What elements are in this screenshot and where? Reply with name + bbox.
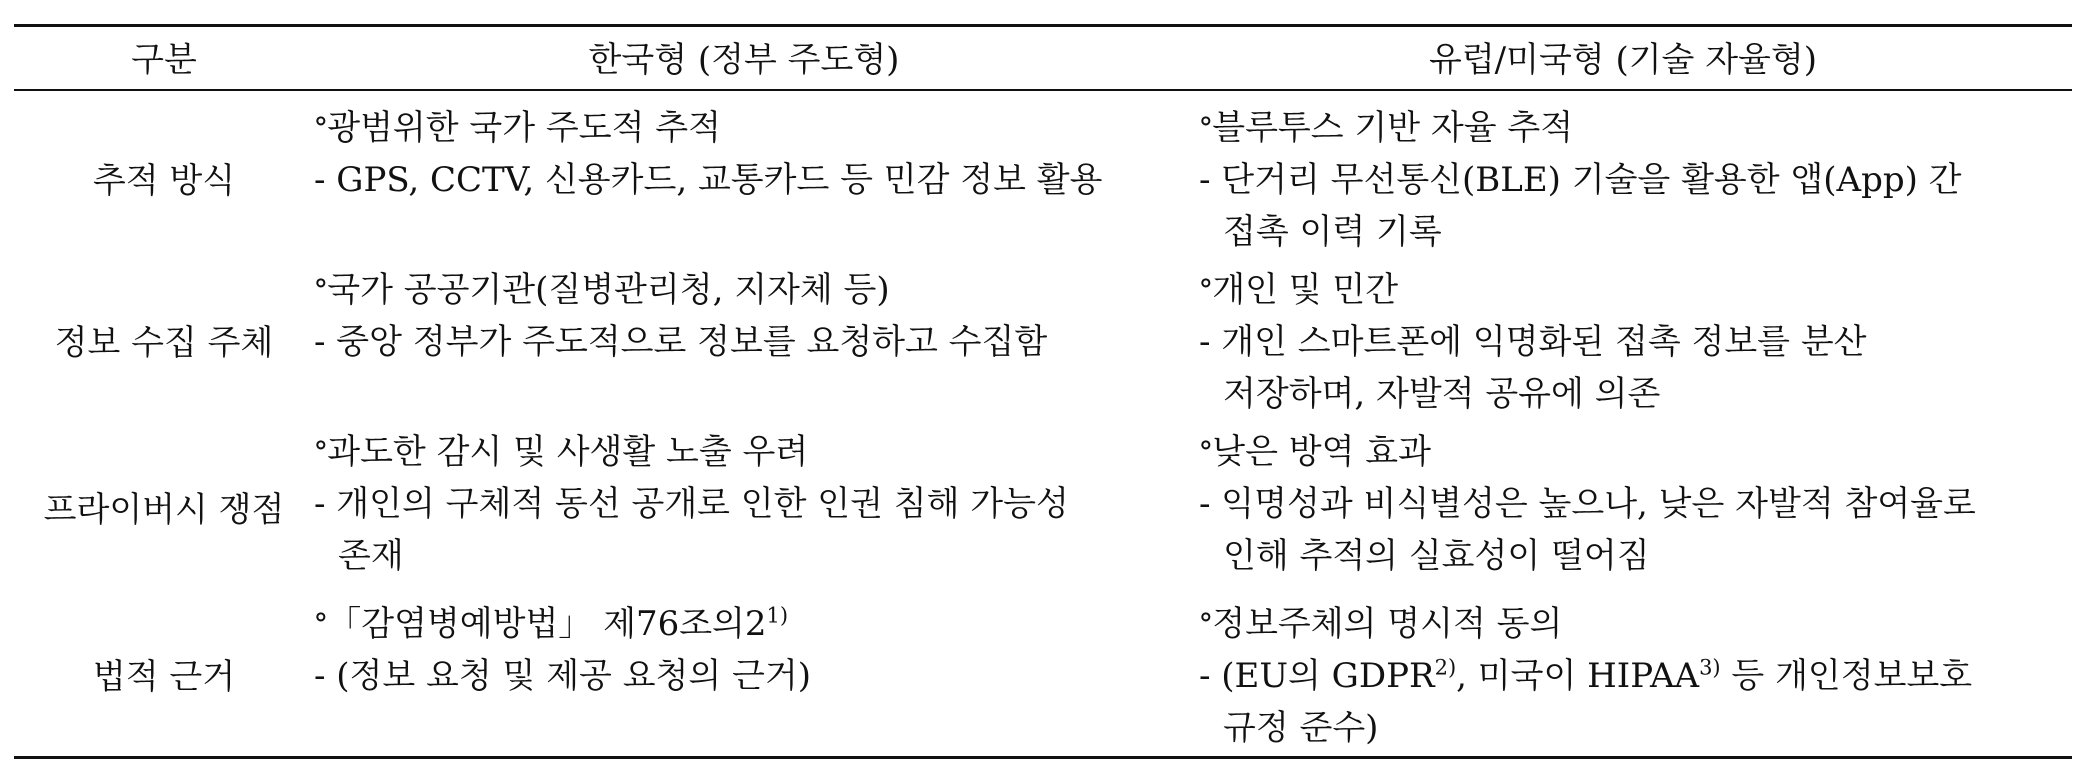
korea-detail: - GPS, CCTV, 신용카드, 교통카드 등 민감 정보 활용 (314, 160, 1103, 200)
table-row-collector (14, 258, 2072, 420)
western-detail-part-c: 등 개인정보보호 (1720, 656, 1973, 696)
western-detail-part-b: , 미국이 HIPAA (1456, 656, 1700, 696)
western-cell (1199, 264, 2069, 420)
korea-bullet: ᐤ국가 공공기관(질병관리청, 지자체 등) (314, 270, 890, 310)
row-category: 법적 근거 (92, 656, 236, 697)
western-detail (1199, 650, 2069, 702)
western-detail: - 익명성과 비식별성은 높으나, 낮은 자발적 참여율로 (1199, 484, 1976, 524)
western-detail-continued: 인해 추적의 실효성이 떨어짐 (1223, 536, 1650, 576)
western-bullet: ᐤ개인 및 민간 (1199, 270, 1399, 310)
footnote-ref-3: 3) (1699, 655, 1721, 680)
header-western-type: 유럽/미국형 (기술 자율형) (1428, 40, 1818, 80)
row-category: 추적 방식 (92, 160, 236, 201)
footnote-ref-2: 2) (1434, 655, 1457, 680)
korea-cell (314, 426, 1174, 582)
footnote-ref-1: 1) (766, 603, 789, 628)
western-detail: - 개인 스마트폰에 익명화된 접촉 정보를 분산 (1199, 322, 1867, 362)
western-bullet: ᐤ블루투스 기반 자율 추적 (1199, 108, 1574, 148)
western-detail: - 단거리 무선통신(BLE) 기술을 활용한 앱(App) 간 (1199, 160, 1962, 200)
western-detail-continued: 저장하며, 자발적 공유에 의존 (1223, 374, 1661, 414)
western-cell (1199, 598, 2069, 754)
western-cell (1199, 102, 2069, 258)
row-category: 프라이버시 쟁점 (43, 489, 285, 530)
header-korea-type: 한국형 (정부 주도형) (588, 40, 900, 80)
table-bottom-rule (14, 756, 2072, 759)
header-category: 구분 (131, 40, 197, 80)
table-top-rule (14, 24, 2072, 27)
table-row-tracking-method (14, 96, 2072, 258)
korea-cell (314, 264, 1174, 368)
western-detail-continued: 규정 준수) (1223, 708, 1379, 748)
korea-cell (314, 598, 1174, 702)
korea-bullet: ᐤ광범위한 국가 주도적 추적 (314, 108, 721, 148)
korea-bullet (314, 598, 1174, 650)
western-detail-part-a: - (EU의 GDPR (1199, 656, 1435, 696)
western-bullet: ᐤ낮은 방역 효과 (1199, 432, 1431, 472)
western-detail-continued: 접촉 이력 기록 (1223, 212, 1442, 252)
korea-detail: - 개인의 구체적 동선 공개로 인한 인권 침해 가능성 (314, 484, 1069, 524)
korea-bullet: ᐤ과도한 감시 및 사생활 노출 우려 (314, 432, 809, 472)
table-row-legal-basis (14, 592, 2072, 754)
korea-detail: - (정보 요청 및 제공 요청의 근거) (314, 656, 811, 696)
western-cell (1199, 426, 2069, 582)
korea-detail-continued: 존재 (338, 536, 404, 576)
korea-bullet-text: ᐤ「감염병예방법」 제76조의2 (314, 604, 767, 644)
header-rule (14, 89, 2072, 91)
korea-detail: - 중앙 정부가 주도적으로 정보를 요청하고 수집함 (314, 322, 1048, 362)
row-category: 정보 수집 주체 (54, 322, 274, 363)
table-row-privacy-issue (14, 420, 2072, 592)
korea-cell (314, 102, 1174, 206)
western-bullet: ᐤ정보주체의 명시적 동의 (1199, 604, 1563, 644)
